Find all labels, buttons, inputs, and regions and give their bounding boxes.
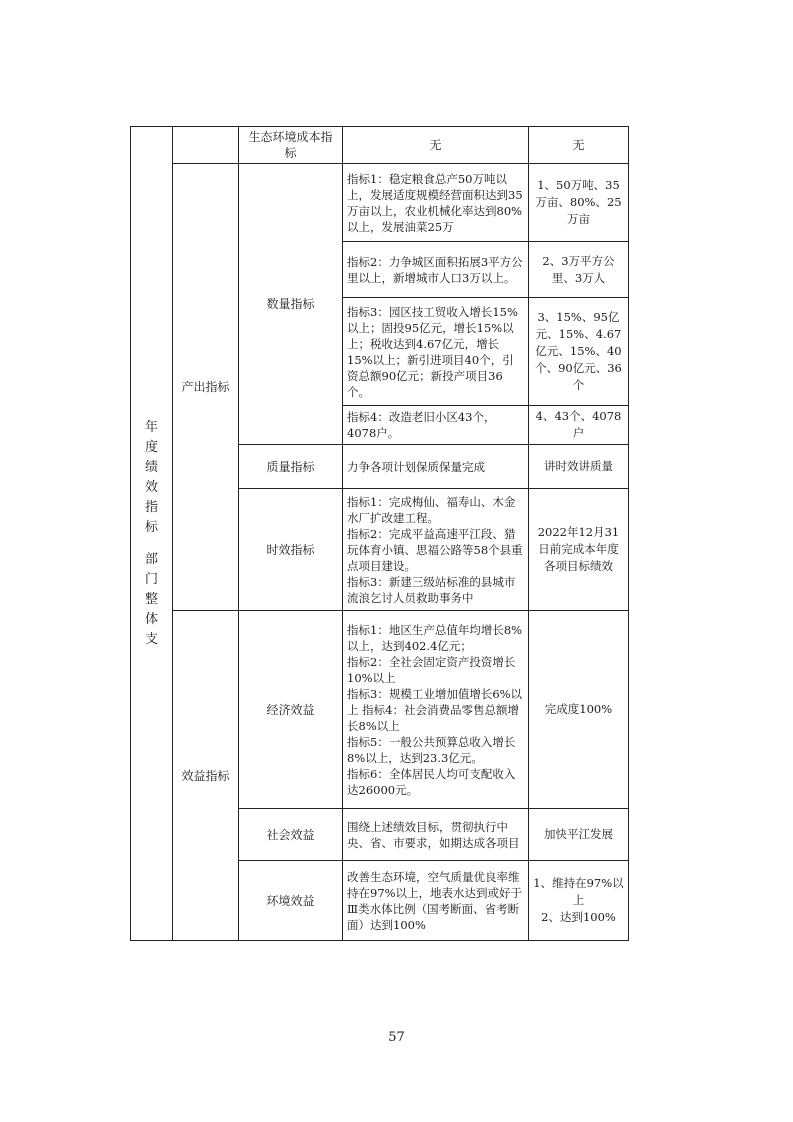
quantity-item-3-target: 3、15%、95亿元、15%、4.67亿元、15%、40个、90亿元、36个 bbox=[529, 298, 629, 406]
economic-row bbox=[131, 611, 629, 809]
side-label-annual-indicators: 年度绩效指标 bbox=[144, 419, 158, 535]
quantity-row-1 bbox=[131, 164, 629, 242]
quality-indicator-content: 力争各项计划保质保量完成 bbox=[343, 445, 529, 489]
timeliness-indicator-label: 时效指标 bbox=[239, 489, 343, 611]
page-number: 57 bbox=[388, 1030, 405, 1045]
quantity-item-2-content: 指标2：力争城区面积拓展3平方公里以上，新增城市人口3万以上。 bbox=[343, 242, 529, 298]
economic-benefit-target: 完成度100% bbox=[529, 611, 629, 809]
cost-indicator-content: 无 bbox=[343, 127, 529, 164]
timeliness-indicator-target: 2022年12月31日前完成本年度各项目标绩效 bbox=[529, 489, 629, 611]
social-benefit-label: 社会效益 bbox=[239, 809, 343, 861]
environmental-benefit-content: 改善生态环境，空气质量优良率维持在97%以上，地表水达到或好于Ⅲ类水体比例（国考断面、省考断面）达到100% bbox=[343, 861, 529, 941]
quantity-item-4-target: 4、43个、4078户 bbox=[529, 406, 629, 445]
side-label-department: 部门整体支 bbox=[144, 551, 158, 647]
performance-indicator-table bbox=[130, 126, 629, 941]
economic-benefit-label: 经济效益 bbox=[239, 611, 343, 809]
social-benefit-target: 加快平江发展 bbox=[529, 809, 629, 861]
social-benefit-content: 围绕上述绩效目标，贯彻执行中央、省、市要求，如期达成各项目 bbox=[343, 809, 529, 861]
quantity-item-4-content: 指标4：改造老旧小区43个，4078户。 bbox=[343, 406, 529, 445]
quantity-item-1-content: 指标1：稳定粮食总产50万吨以上，发展适度规模经营面积达到35万亩以上，农业机械化率达到80%以上，发展油菜25万 bbox=[343, 164, 529, 242]
cost-indicator-label: 生态环境成本指标 bbox=[239, 127, 343, 164]
economic-benefit-content: 指标1：地区生产总值年均增长8%以上，达到402.4亿元； 指标2：全社会固定资产投资增长10%以上 指标3：规模工业增加值增长6%以上 指标4：社会消费品零售总额增长8%以上 指标5：一般公共预算总收入增长8%以上，达到23.3亿元。 指标6：全体居民人均可支配收入达26000元。 bbox=[343, 611, 529, 809]
empty-category-cell bbox=[173, 127, 239, 164]
environmental-benefit-label: 环境效益 bbox=[239, 861, 343, 941]
output-category: 产出指标 bbox=[173, 164, 239, 611]
cost-indicator-target: 无 bbox=[529, 127, 629, 164]
quantity-indicator-label: 数量指标 bbox=[239, 164, 343, 445]
quantity-item-1-target: 1、50万吨、35万亩、80%、25万亩 bbox=[529, 164, 629, 242]
quality-indicator-target: 讲时效讲质量 bbox=[529, 445, 629, 489]
side-label-cell bbox=[131, 127, 173, 941]
benefit-category: 效益指标 bbox=[173, 611, 239, 941]
quantity-item-3-content: 指标3：园区技工贸收入增长15%以上；固投95亿元，增长15%以上；税收达到4.67亿元，增长15%以上；新引进项目40个，引资总额90亿元；新投产项目36个。 bbox=[343, 298, 529, 406]
quantity-item-2-target: 2、3万平方公里、3万人 bbox=[529, 242, 629, 298]
environmental-benefit-target: 1、维持在97%以上 2、达到100% bbox=[529, 861, 629, 941]
timeliness-indicator-content: 指标1：完成梅仙、福寿山、木金水厂扩改建工程。 指标2：完成平益高速平江段、猎玩体育小镇、思福公路等58个县重点项目建设。 指标3：新建三级站标准的县城市流浪乞讨人员救助事务中 bbox=[343, 489, 529, 611]
cost-row bbox=[131, 127, 629, 164]
quality-indicator-label: 质量指标 bbox=[239, 445, 343, 489]
